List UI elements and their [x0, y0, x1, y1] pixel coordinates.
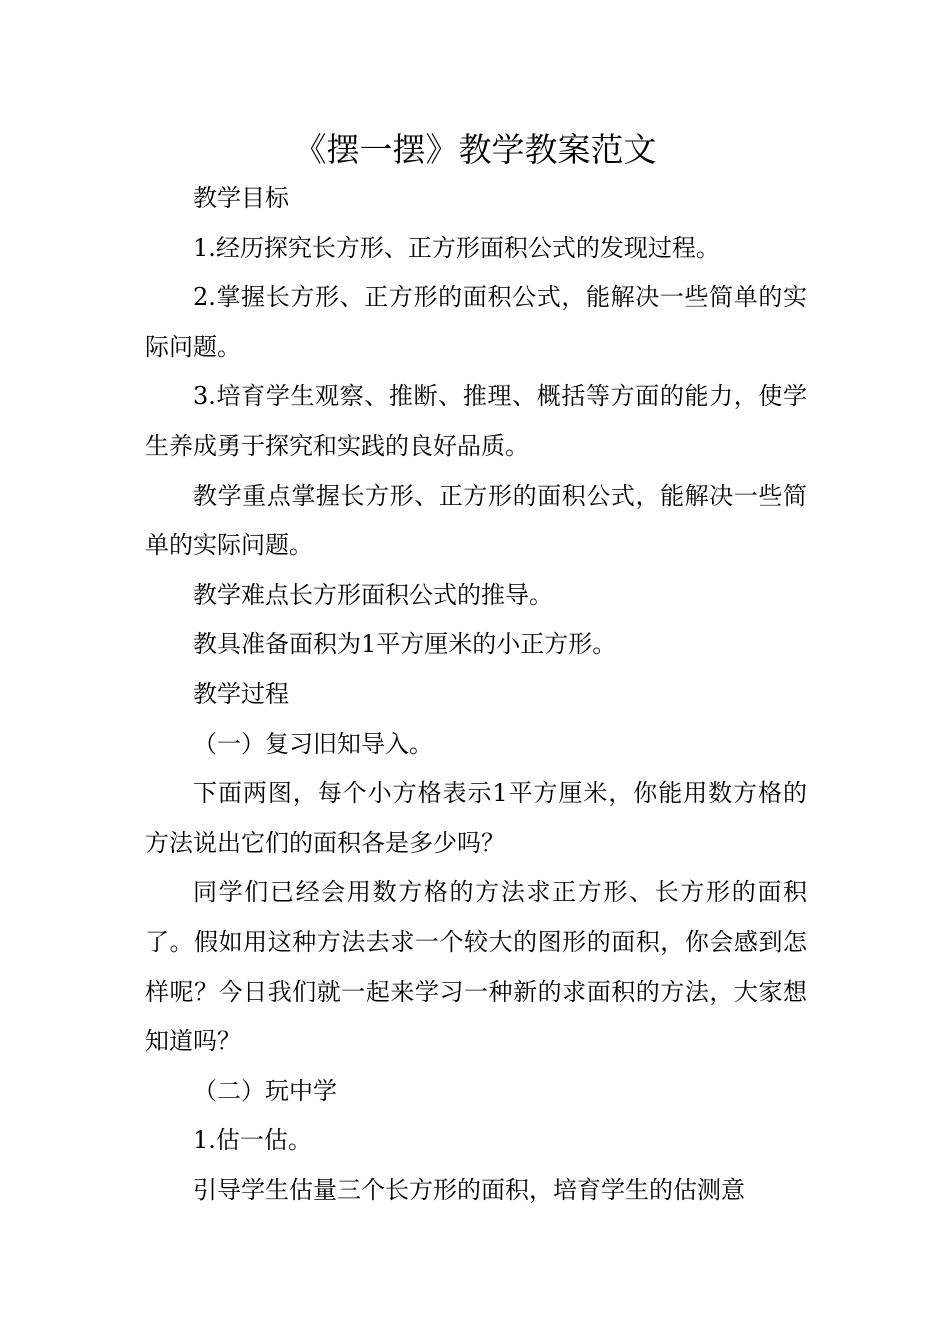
paragraph: 教学难点长方形面积公式的推导。 [193, 580, 553, 609]
paragraph: 2.掌握长方形、正方形的面积公式，能解决一些简单的实际问题。 [145, 283, 807, 361]
paragraph: 3.培育学生观察、推断、推理、概括等方面的能力，使学生养成勇于探究和实践的良好品质。 [145, 382, 807, 460]
paragraph: 教学目标 [193, 184, 289, 212]
paragraph: 1.经历探究长方形、正方形面积公式的发现过程。 [193, 233, 720, 262]
paragraph: 教学重点掌握长方形、正方形的面积公式，能解决一些简单的实际问题。 [145, 481, 807, 560]
paragraph: 1.估一估。 [193, 1126, 312, 1155]
paragraph: 教具准备面积为1平方厘米的小正方形。 [193, 630, 617, 659]
paragraph: 引导学生估量三个长方形的面积，培育学生的估测意 [193, 1175, 745, 1204]
paragraph: 教学过程 [193, 679, 289, 708]
paragraph: 下面两图，每个小方格表示1平方厘米，你能用数方格的方法说出它们的面积各是多少吗？ [145, 779, 807, 857]
document-title: 《摆一摆》教学教案范文 [293, 130, 657, 169]
paragraph: （一）复习旧知导入。 [193, 729, 433, 758]
paragraph: 同学们已经会用数方格的方法求正方形、长方形的面积了。假如用这种方法去求一个较大的图形的面积，你会感到怎样呢？今日我们就一起来学习一种新的求面积的方法，大家想知道吗？ [145, 878, 807, 1056]
document-body [145, 174, 807, 1215]
paragraph: （二）玩中学 [193, 1076, 337, 1105]
